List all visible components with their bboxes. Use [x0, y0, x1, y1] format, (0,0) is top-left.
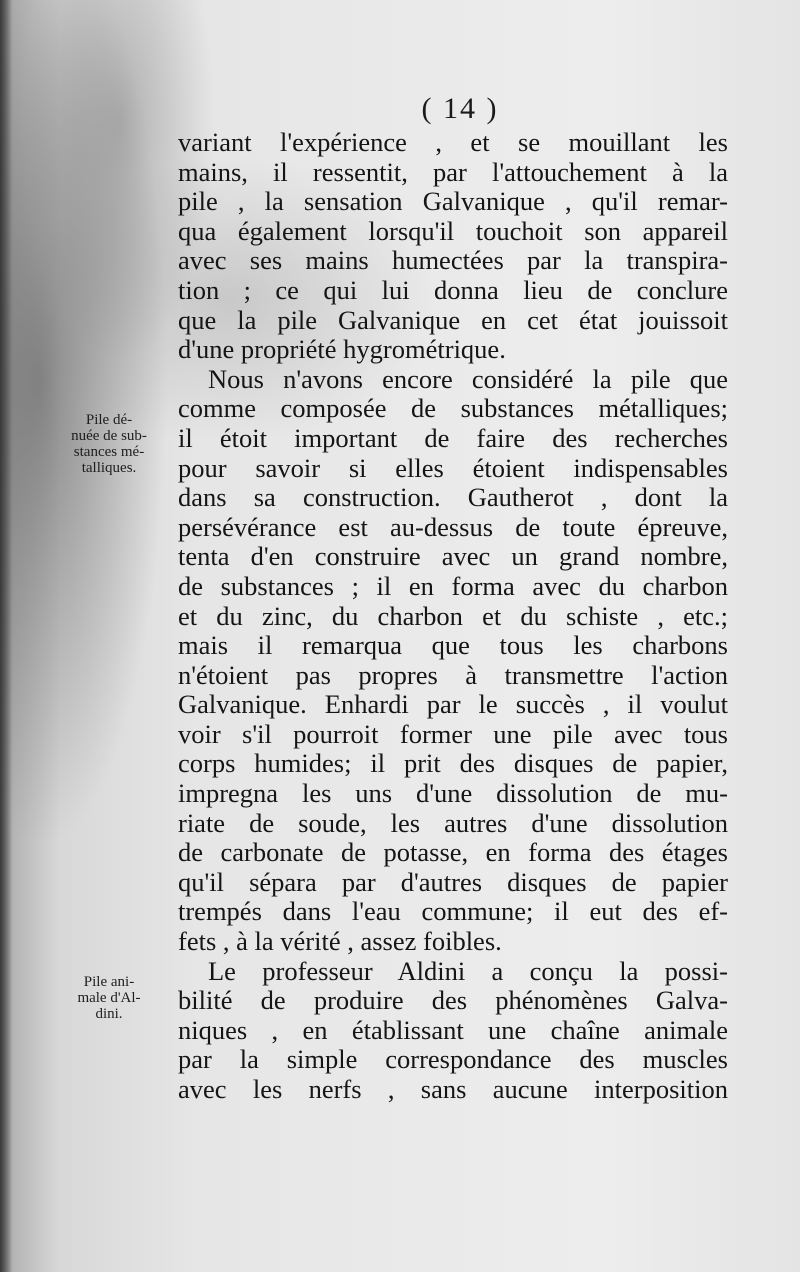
margin-note-line: male d'Al-	[77, 990, 141, 1006]
text-line: mains, il ressentit, par l'attouchement à la	[178, 156, 728, 187]
text-line: niques , en établissant une chaîne animale	[178, 1014, 728, 1045]
text-line: Galvanique. Enhardi par le succès , il voulut	[178, 689, 728, 720]
text-line: bilité de produire des phénomènes Galva-	[178, 985, 728, 1016]
text-line: qua également lorsqu'il touchoit son appareil	[178, 215, 728, 246]
text-line: fets , à la vérité , assez foibles.	[178, 926, 502, 957]
margin-note-pile-denuee	[46, 412, 172, 476]
text-line: variant l'expérience , et se mouillant les	[178, 127, 728, 157]
text-line: corps humides; il prit des disques de papier,	[178, 748, 728, 779]
text-line: trempés dans l'eau commune; il eut des ef-	[178, 896, 728, 927]
text-line: il étoit important de faire des recherches	[178, 422, 728, 453]
margin-note-line: dini.	[95, 1006, 123, 1022]
text-line: n'étoient pas propres à transmettre l'action	[178, 659, 728, 690]
margin-note-line: talliques.	[81, 460, 137, 476]
text-line: tion ; ce qui lui donna lieu de conclure	[178, 274, 728, 305]
body-text	[178, 128, 728, 1105]
margin-note-line: Pile dé-	[85, 412, 133, 428]
text-line: persévérance est au-dessus de toute épreuve,	[178, 511, 728, 542]
text-line: et du zinc, du charbon et du schiste , etc.;	[178, 600, 728, 631]
margin-note-line: Pile ani-	[83, 974, 135, 990]
text-line: de substances ; il en forma avec du charbon	[178, 570, 728, 601]
paragraph-start-line: Le professeur Aldini a conçu la possi-	[208, 955, 728, 986]
text-line: d'une propriété hygrométrique.	[178, 334, 506, 365]
margin-note-pile-animale	[46, 974, 172, 1022]
margin-note-line: nuée de sub-	[71, 428, 147, 444]
text-line: qu'il sépara par d'autres disques de papier	[178, 866, 728, 897]
text-line: tenta d'en construire avec un grand nombre,	[178, 541, 728, 572]
text-line: avec ses mains humectées par la transpira-	[178, 245, 728, 276]
text-line: que la pile Galvanique en cet état jouissoit	[178, 304, 728, 335]
text-line: par la simple correspondance des muscles	[178, 1044, 728, 1075]
margin-note-line: stances mé-	[73, 444, 145, 460]
page-number: ( 14 )	[421, 92, 499, 125]
text-line: voir s'il pourroit former une pile avec tous	[178, 718, 728, 749]
text-line: pour savoir si elles étoient indispensables	[178, 452, 728, 483]
paragraph-start-line: Nous n'avons encore considéré la pile que	[208, 363, 728, 394]
text-line: de carbonate de potasse, en forma des étages	[178, 837, 728, 868]
text-line: dans sa construction. Gautherot , dont la	[178, 482, 728, 513]
text-line: avec les nerfs , sans aucune interposition	[178, 1074, 728, 1104]
text-line: pile , la sensation Galvanique , qu'il remar-	[178, 186, 728, 217]
text-line: mais il remarqua que tous les charbons	[178, 630, 728, 661]
text-line: comme composée de substances métalliques;	[178, 393, 728, 424]
text-line: impregna les uns d'une dissolution de mu-	[178, 778, 728, 809]
text-line: riate de soude, les autres d'une dissolution	[178, 807, 728, 838]
page-edge-shadow	[0, 0, 12, 1272]
